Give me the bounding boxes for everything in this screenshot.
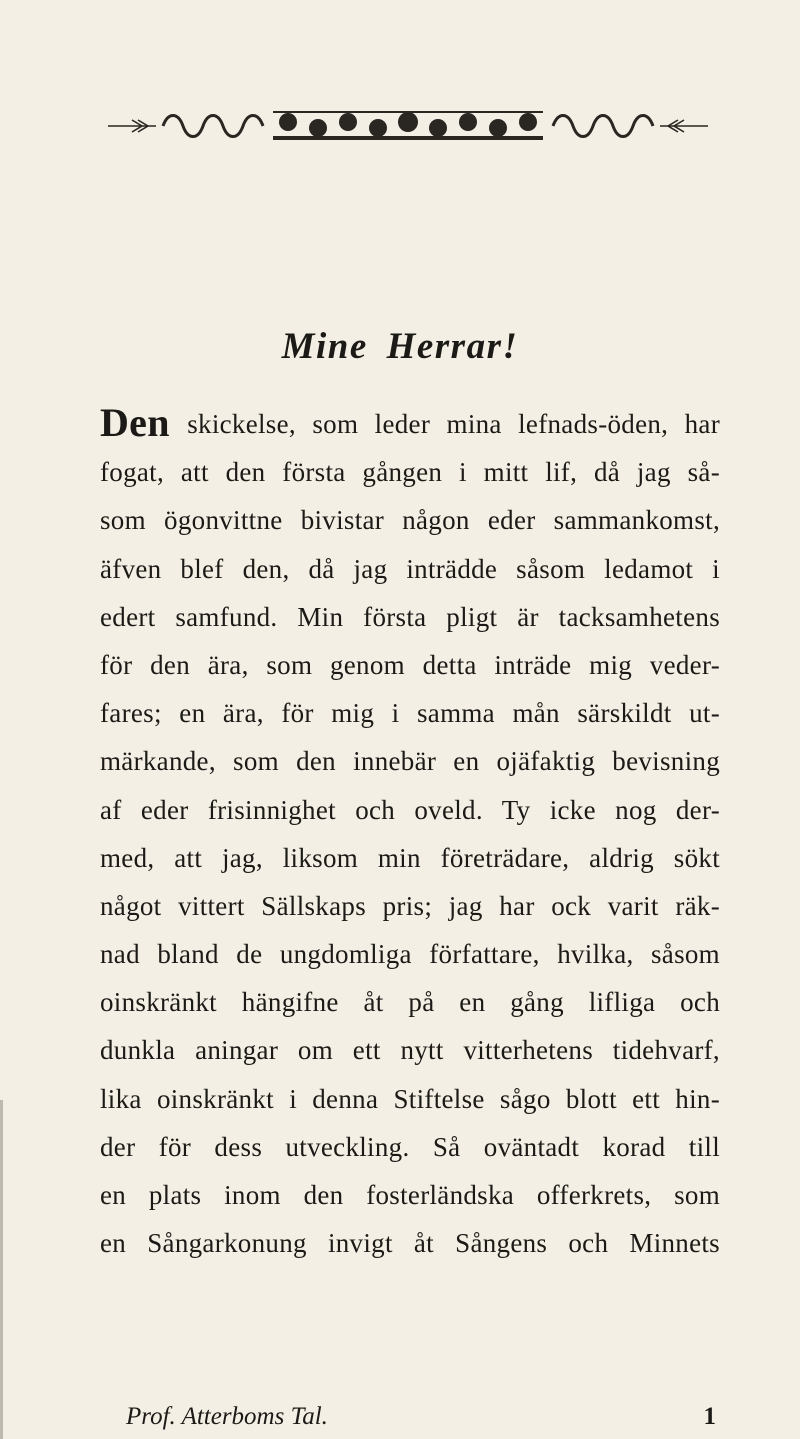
text-line: äfven blef den, då jag inträdde såsom ledamot i (100, 553, 720, 584)
text-line: något vittert Sällskaps pris; jag har ock varit räk- (100, 890, 720, 921)
text-line: för den ära, som genom detta inträde mig veder- (100, 649, 720, 680)
text-line-1: Den skickelse, som leder mina lefnads-öden, har (100, 400, 720, 445)
text-line: en plats inom den fosterländska offerkrets, som (100, 1180, 720, 1210)
page-edge-shadow (0, 1100, 3, 1439)
text-line: lika oinskränkt i denna Stiftelse sågo blott ett hin- (100, 1083, 720, 1114)
running-signature: Prof. Atterboms Tal. (126, 1403, 328, 1430)
sheet-number: 1 (703, 1403, 716, 1430)
title-word-1: Mine (281, 326, 368, 367)
text-line: der för dess utveckling. Så oväntadt korad till (100, 1131, 720, 1162)
text-line: edert samfund. Min första pligt är tacksamhetens (100, 601, 720, 632)
text-line: märkande, som den innebär en ojäfaktig bevisning (100, 746, 720, 777)
text-line: nad bland de ungdomliga författare, hvilka, såsom (100, 939, 720, 970)
text-line: en Sångarkonung invigt åt Sångens och Minnets (100, 1228, 720, 1259)
text-line: fogat, att den första gången i mitt lif, då jag så- (100, 457, 720, 488)
text-line: med, att jag, liksom min företrädare, aldrig sökt (100, 842, 720, 873)
page-title (0, 325, 800, 368)
text-line: dunkla aningar om ett nytt vitterhetens tidehvarf, (100, 1035, 720, 1066)
dropcap-word: Den (100, 400, 170, 445)
page-footer (126, 1403, 726, 1431)
title-word-2: Herrar! (386, 326, 519, 367)
text-line: oinskränkt hängifne åt på en gång lifliga och (100, 987, 720, 1018)
text-line: som ögonvittne bivistar någon eder sammankomst, (100, 505, 720, 536)
text-line: af eder frisinnighet och oveld. Ty icke nog der- (100, 794, 720, 825)
text-line: fares; en ära, för mig i samma mån särskildt ut- (100, 698, 720, 729)
decorative-ornament-band (108, 98, 708, 148)
body-paragraph (100, 400, 720, 1267)
